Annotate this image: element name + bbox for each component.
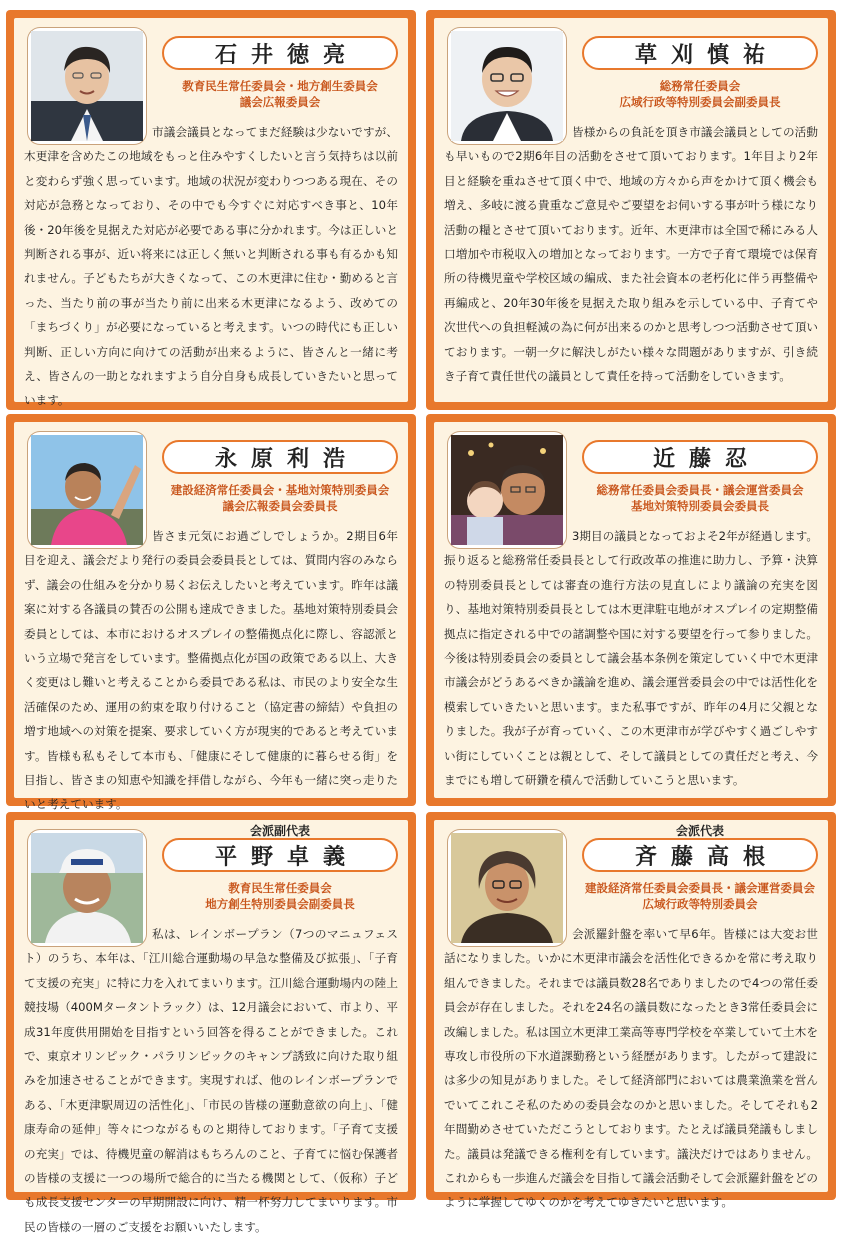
member-roles: 建設経済常任委員会委員長・議会運営委員会 広域行政等特別委員会 (585, 881, 815, 911)
member-name: 斉藤高根 (582, 838, 818, 872)
member-tagline: 会派副代表 (249, 824, 310, 838)
member-roles: 教育民生常任委員会 地方創生特別委員会副委員長 (205, 881, 355, 911)
member-name: 平野卓義 (162, 838, 398, 872)
card-inner (434, 18, 828, 402)
member-photo (448, 432, 566, 548)
member-message: 皆様からの負託を頂き市議会議員としての活動も早いもので2期6年目の活動をさせて頂いております。1年目より2年目と経験を重ねさせて頂く中で、地域の方々から声をかけて頂く機会も増え、多岐に渡る貴重なご意見やご要望をお伺いする事が叶う様になり活動の糧とさせて頂いております。近年、木更津市は全国で稀にみる人口増加や市税収入の増加となっております。一方で子育て環境では保育所の待機児童や学校区域の編成、また社会資本の老朽化に伴う再整備や再編成と、20年30年後を見据えた取り組みを示している中、子育てや次世代への負担軽減の為に何が出来るのかと思考しつつ活動させて頂いております。一朝一夕に解決しがたい様々な問題がありますが、引き続き子育て責任世代の議員として責任を持って活動をしていきます。 (444, 125, 818, 384)
member-card-nagahara (6, 414, 416, 812)
member-roles: 総務常任委員会委員長・議会運営委員会 基地対策特別委員会委員長 (596, 483, 804, 513)
member-message: 市議会議員となってまだ経験は少ないですが、木更津を含めたこの地域をもっと住みやすくしたいと言う気持ちは以前と変わらず強く思っています。地域の状況が変わりつつある現在、その対応が急務となっており、その中でも今すぐに対応すべき事と、10年後・20年後を見据えた対応が必要である事に分かれます。今は正しいと判断される事が、近い将来には正しく無いと判断される事も有るかも知れません。子どもたちが大きくなって、この木更津に住む・勤めると言った、当たり前の事が当たり前に出来る木更津になるよう、改めての「まちづくり」が必要になっていると考えます。いつの時代にも正しい判断、正しい方向に向けての活動が出来るように、皆さんと一緒に考え、皆さんの一助となれますよう自分自身も成長していきたいと思っています。 (24, 125, 398, 408)
member-roles: 建設経済常任委員会・基地対策特別委員会 議会広報委員会委員長 (170, 483, 390, 513)
member-card-kusakari (426, 10, 836, 410)
member-photo (28, 432, 146, 548)
member-message: 皆さま元気にお過ごしでしょうか。2期目6年目を迎え、議会だより発行の委員会委員長としては、質問内容のみならず、議会の仕組みを分かり易くお伝えしたいと考えています。昨年は議案に対する各議員の賛否の公開も達成できました。基地対策特別委員会委員としては、本市におけるオスプレイの整備拠点化に際し、容認派という立場で発言をしています。整備拠点化が国の政策である以上、大きく変更はし難いと考えることから委員である私は、市民のより安全な生活確保のため、運用の約束を取り付けること（協定書の締結）や負担の増す地域への対策を提案、要求していく方が現実的であると考えています。皆様も私もそして本市も、「健康にそして健康的に暮らせる街」を目指し、皆さまの知恵や知識を拝借しながら、今年も一緒に突っ走りたいと考えています。 (24, 529, 398, 812)
member-name: 永原利浩 (162, 440, 398, 474)
member-message: 私は、レインボープラン（7つのマニュフェスト）のうち、本年は、「江川総合運動場の早急な整備及び拡張」、「子育て支援の充実」に特に力を入れてまいります。江川総合運動場内の陸上競技場（400Mタータントラック）は、12月議会において、市より、平成31年度供用開始を目指すという回答を得ることができました。これで、東京オリンピック・パラリンピックのキャンプ誘致に向けた取り組みを加速させることができます。実現すれば、他のレインボープランである、「木更津駅周辺の活性化」、「市民の皆様の運動意欲の向上」、「健康寿命の延伸」等々につながるものと期待しております。「子育て支援の充実」では、待機児童の解消はもちろんのこと、子育てに悩む保護者の皆様の支援に一つの場所で総合的に当たる機関として、（仮称）子ども成長支援センターの早期開設に向け、精一杯努力してまいります。市民の皆様の一層のご支援をお願いいたします。 (24, 927, 398, 1234)
member-card-saito (426, 812, 836, 1210)
member-photo (28, 28, 146, 144)
member-card-kondo (426, 414, 836, 806)
card-inner (14, 18, 408, 408)
member-photo (28, 830, 146, 946)
card-inner (434, 422, 828, 798)
card-inner (14, 820, 408, 1234)
member-name: 石井徳亮 (162, 36, 398, 70)
member-roles: 総務常任委員会 広域行政等特別委員会副委員長 (619, 79, 781, 109)
member-message: 3期目の議員となっておよそ2年が経過します。振り返ると総務常任委員長として行政改革の推進に助力し、予算・決算の特別委員長としては審査の進行方法の見直しにより議論の充実を図り、基地対策特別委員長としては木更津駐屯地がオスプレイの定期整備拠点に指定される中での諸調整や国に対する要望を行って参りました。今後は特別委員会の委員として議会基本条例を策定していく中で木更津市議会がどうあるべきか議論を進め、議会運営委員会の中では活性化を模索していきたいと思います。また私事ですが、昨年の4月に父親となりました。我が子が育っていく、この木更津市が学びやすく過ごしやすい街にしていくことは親として、そして議員としての責任だと考え、今までにも増して研鑽を積んで活動していこうと思います。 (444, 529, 818, 788)
member-name: 草刈慎祐 (582, 36, 818, 70)
member-photo (448, 830, 566, 946)
member-name: 近藤忍 (582, 440, 818, 474)
member-roles: 教育民生常任委員会・地方創生委員会 議会広報委員会 (182, 79, 378, 109)
member-card-ishii (6, 10, 416, 410)
member-message: 会派羅針盤を率いて早6年。皆様には大変お世話になりました。いかに木更津市議会を活性化できるかを常に考え取り組んできました。それまでは議員数28名でありましたので4つの常任委員会が存在しました。それを24名の議員数になったとき3常任委員会に改編しました。私は国立木更津工業高等専門学校を卒業していて土木を専攻し市役所の下水道課勤務という経歴があります。したがって建設には多少の知見がありました。そして経済部門においては農業漁業を営んでいてこれこそ私のための委員会なのかと思いました。そしてそれも2年間勤めさせていただこうとしております。たとえば議員発議もしました。議員は発議できる権利を有しています。議決だけではありません。これからも一歩進んだ議会を目指して議会活動そして会派羅針盤をどのように掌握してゆくのかを考えてゆきたいと思います。 (444, 927, 818, 1210)
member-photo (448, 28, 566, 144)
card-inner (14, 422, 408, 812)
member-card-hirano (6, 812, 416, 1234)
card-inner (434, 820, 828, 1210)
member-tagline: 会派代表 (675, 824, 724, 838)
